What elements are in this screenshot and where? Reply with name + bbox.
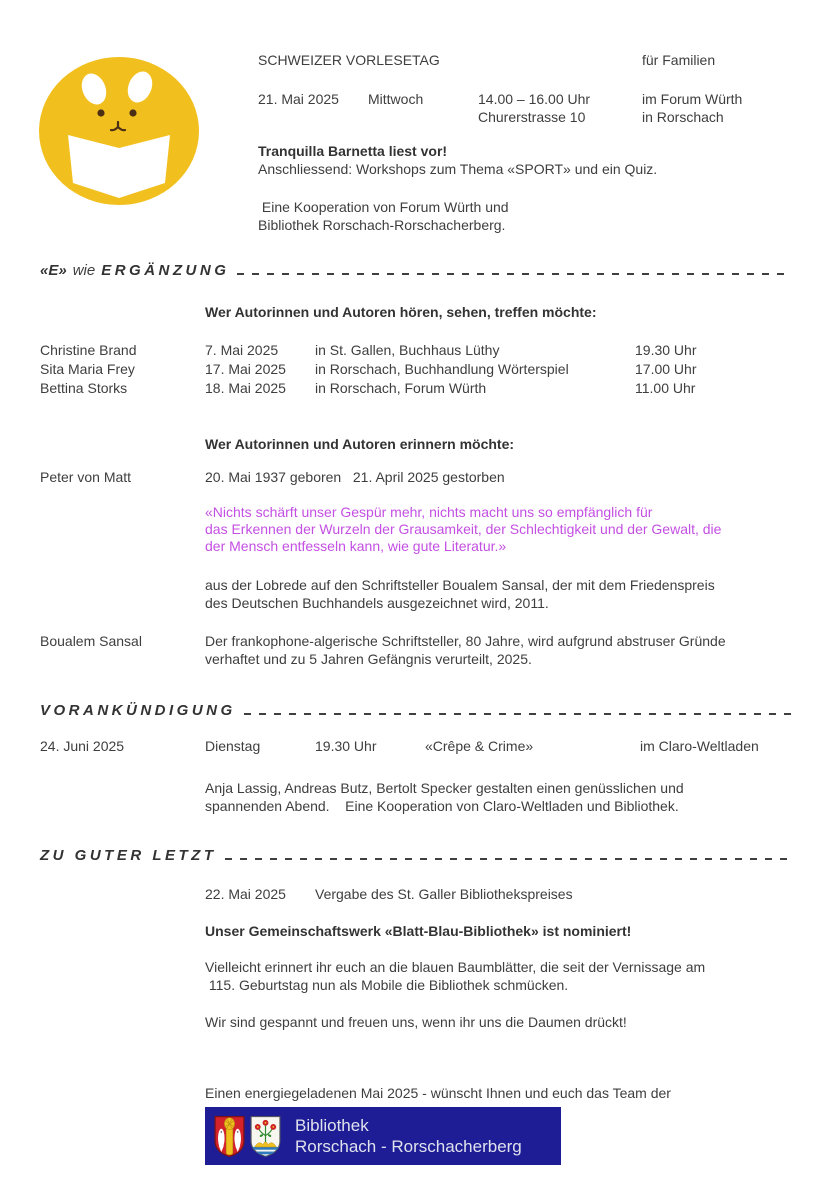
section-header-ergaenzung <box>40 262 792 279</box>
closing-text: Wir sind gespannt und freuen uns, wenn ihr uns die Daumen drückt! <box>205 1014 627 1030</box>
dashed-rule <box>237 273 792 275</box>
meet-heading: Wer Autorinnen und Autoren hören, sehen, treffen möchte: <box>205 304 597 320</box>
event-address: Churerstrasse 10 <box>478 109 586 125</box>
author-time: 11.00 Uhr <box>635 380 696 396</box>
event-date: 21. Mai 2025 <box>258 91 339 107</box>
author-name: Sita Maria Frey <box>40 361 135 377</box>
dashed-rule <box>225 858 793 860</box>
author-name: Christine Brand <box>40 342 137 358</box>
award-event: Vergabe des St. Galler Bibliothekspreises <box>315 886 573 902</box>
dashed-rule <box>244 713 792 715</box>
author-location: in Rorschach, Forum Würth <box>315 380 487 396</box>
cooperation-line-2: Bibliothek Rorschach-Rorschacherberg. <box>258 217 506 233</box>
library-banner <box>205 1107 561 1165</box>
author-location: in St. Gallen, Buchhaus Lüthy <box>315 342 500 358</box>
quote-source-line-2: des Deutschen Buchhandels ausgezeichnet wird, 2011. <box>205 595 549 611</box>
crepe-description-line-1: Anja Lassig, Andreas Butz, Bertolt Specker gestalten einen genüsslichen und <box>205 780 684 796</box>
section-title-main: VORANKÜNDIGUNG <box>40 702 236 719</box>
banner-line-2: Rorschach - Rorschacherberg <box>295 1137 522 1156</box>
event-audience: für Familien <box>642 52 716 68</box>
author-location: in Rorschach, Buchhandlung Wörterspiel <box>315 361 569 377</box>
memo-line-2: 115. Geburtstag nun als Mobile die Bibliothek schmücken. <box>205 977 569 993</box>
quote-line-2: das Erkennen der Wurzeln der Grausamkeit, der Schlechtigkeit und der Gewalt, die <box>205 521 722 537</box>
crepe-weekday: Dienstag <box>205 738 261 754</box>
rorschach-coat-of-arms-icon <box>214 1114 245 1159</box>
sansal-text-line-2: verhaftet und zu 5 Jahren Gefängnis verurteilt, 2025. <box>205 651 532 667</box>
banner-line-1: Bibliothek <box>295 1116 369 1135</box>
remember-heading: Wer Autorinnen und Autoren erinnern möchte: <box>205 436 515 452</box>
section-title-main: ERGÄNZUNG <box>101 262 230 279</box>
memo-line-1: Vielleicht erinnert ihr euch an die blauen Baumblätter, die seit der Vernissage am <box>205 959 706 975</box>
section-header-zu-guter-letzt <box>40 847 792 864</box>
section-title-middle: wie <box>72 262 96 279</box>
workshops-note: Anschliessend: Workshops zum Thema «SPORT» und ein Quiz. <box>258 161 658 177</box>
author-name: Bettina Storks <box>40 380 128 396</box>
quote-line-1: «Nichts schärft unser Gespür mehr, nichts macht uns so empfänglich für <box>205 504 653 520</box>
crepe-name: «Crêpe & Crime» <box>425 738 534 754</box>
banner-text <box>295 1115 522 1157</box>
event-time: 14.00 – 16.00 Uhr <box>478 91 591 107</box>
sansal-name: Boualem Sansal <box>40 633 142 649</box>
award-date: 22. Mai 2025 <box>205 886 286 902</box>
rorschacherberg-coat-of-arms-icon <box>250 1114 281 1159</box>
event-weekday: Mittwoch <box>368 91 424 107</box>
crepe-time: 19.30 Uhr <box>315 738 377 754</box>
memorial-name: Peter von Matt <box>40 469 132 485</box>
quote-line-3: der Mensch entfesseln kann, wie gute Literatur.» <box>205 538 507 554</box>
author-date: 7. Mai 2025 <box>205 342 279 358</box>
event-title: SCHWEIZER VORLESETAG <box>258 52 440 68</box>
author-time: 19.30 Uhr <box>635 342 697 358</box>
cooperation-line-1: Eine Kooperation von Forum Würth und <box>258 199 509 215</box>
nomination-text: Unser Gemeinschaftswerk «Blatt-Blau-Bibliothek» ist nominiert! <box>205 923 632 939</box>
crepe-date: 24. Juni 2025 <box>40 738 125 754</box>
vorlesetag-mouse-logo <box>38 56 200 206</box>
author-date: 17. Mai 2025 <box>205 361 286 377</box>
sansal-text-line-1: Der frankophone-algerische Schriftsteller, 80 Jahre, wird aufgrund abstruser Gründe <box>205 633 726 649</box>
greeting-text: Einen energiegeladenen Mai 2025 - wünscht Ihnen und euch das Team der <box>205 1085 671 1101</box>
section-title-prefix: «E» <box>40 262 67 279</box>
crepe-venue: im Claro-Weltladen <box>640 738 759 754</box>
section-title-main: ZU GUTER LETZT <box>40 847 217 864</box>
section-header-vorankuendigung <box>40 702 792 719</box>
reader-announcement: Tranquilla Barnetta liest vor! <box>258 143 448 159</box>
event-venue-2: in Rorschach <box>642 109 724 125</box>
quote-source-line-1: aus der Lobrede auf den Schriftsteller Boualem Sansal, der mit dem Friedenspreis <box>205 577 715 593</box>
author-time: 17.00 Uhr <box>635 361 697 377</box>
crepe-description-line-2: spannenden Abend. Eine Kooperation von Claro-Weltladen und Bibliothek. <box>205 798 679 814</box>
event-venue-1: im Forum Würth <box>642 91 743 107</box>
memorial-dates: 20. Mai 1937 geboren 21. April 2025 gestorben <box>205 469 505 485</box>
author-date: 18. Mai 2025 <box>205 380 286 396</box>
